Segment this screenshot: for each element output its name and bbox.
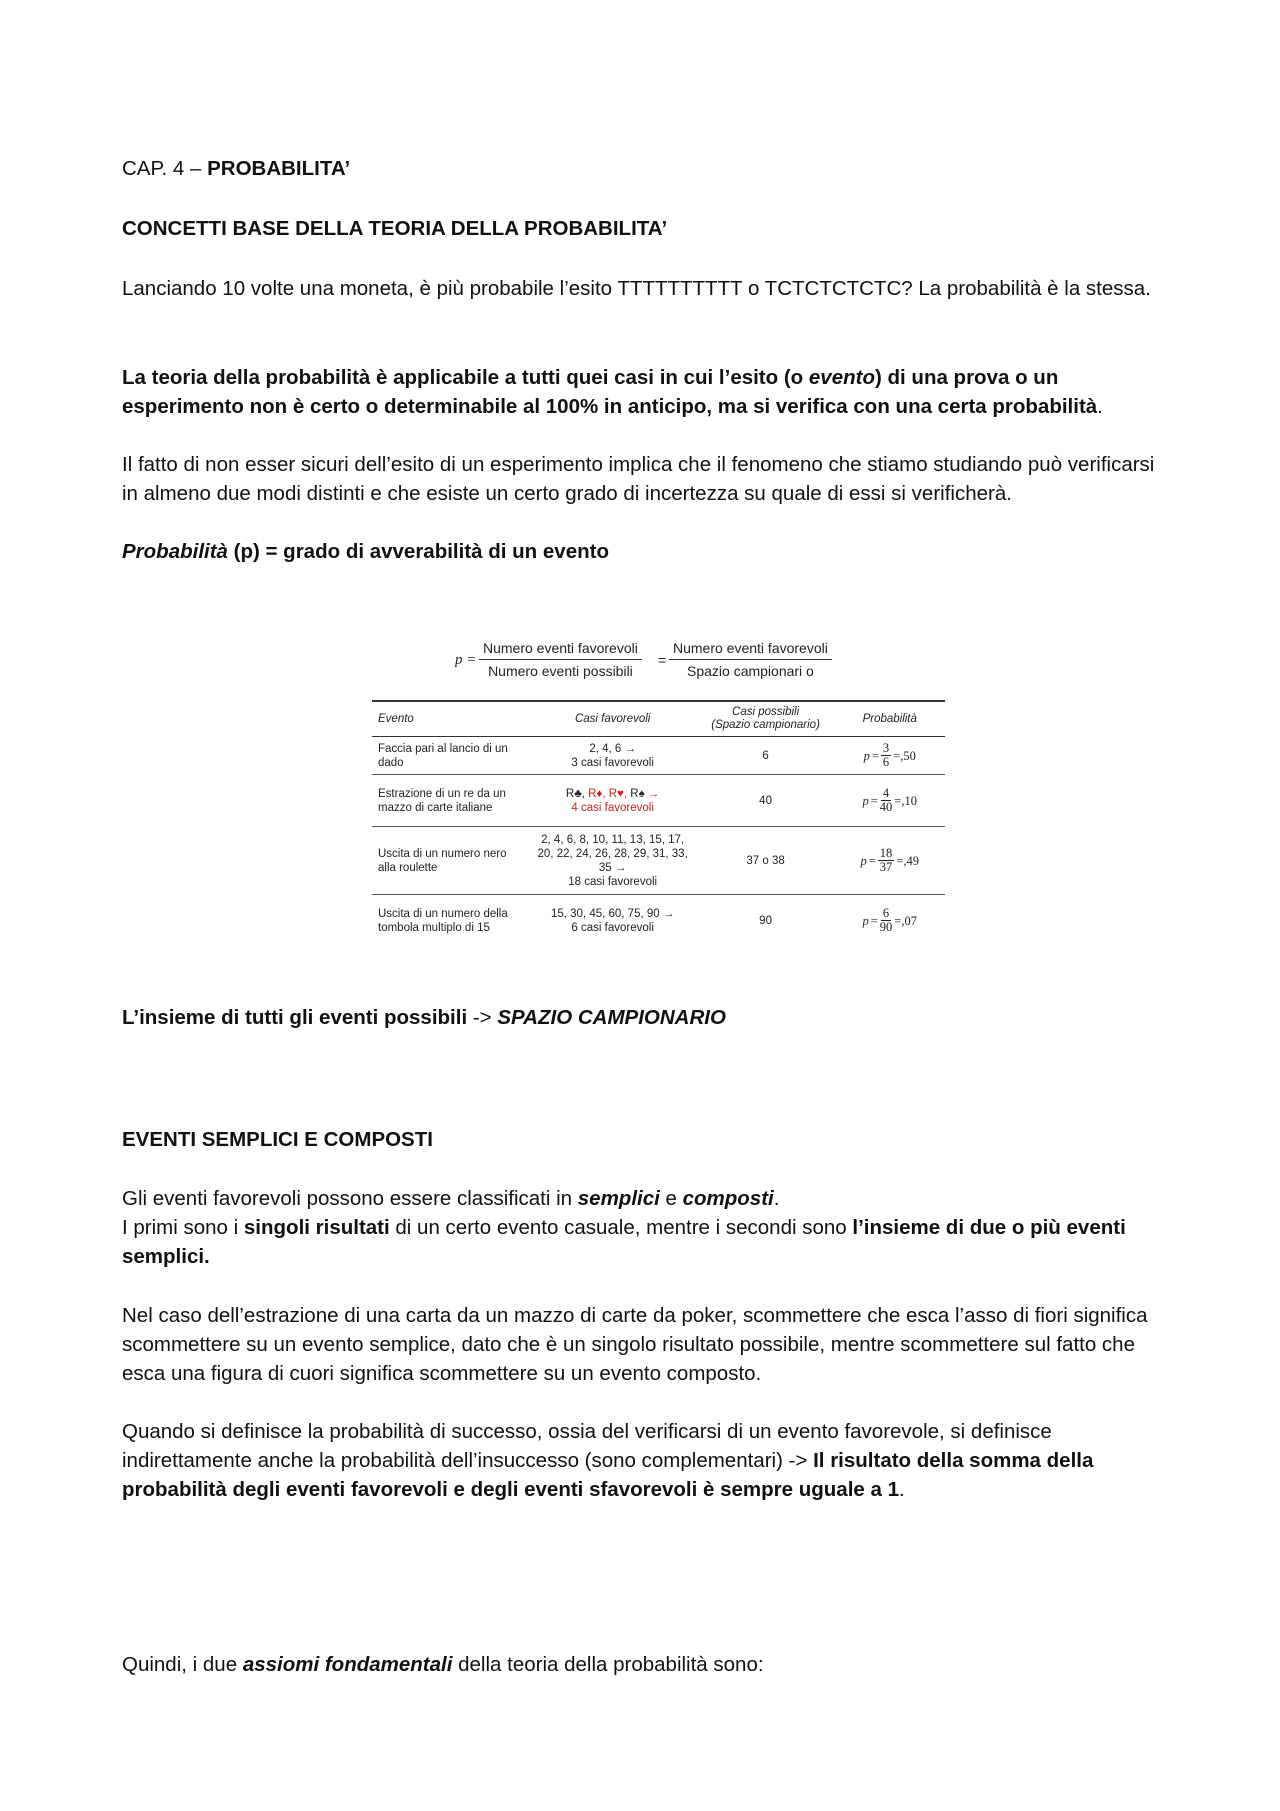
probability-table	[372, 700, 945, 947]
cell-favorevoli: 2, 4, 6 → 3 casi favorevoli	[529, 737, 697, 775]
table-row	[372, 827, 945, 895]
cell-evento: Faccia pari al lancio di un dado	[372, 737, 529, 775]
paragraph-success: Quando si definisce la probabilità di successo, ossia del verificarsi di un evento favorevole, si definisce indirettamente anche la probabilità dell’insuccesso (sono complementari) -> Il risultato della somma della probabilità degli eventi favorevoli e degli eventi sfavorevoli è sempre uguale a 1.	[122, 1420, 1094, 1501]
header-casi-possibili: Casi possibili (Spazio campionario)	[697, 701, 835, 737]
table-header-row	[372, 701, 945, 737]
cell-possibili: 37 o 38	[697, 827, 835, 895]
header-probabilita: Probabilità	[834, 701, 945, 737]
table-row	[372, 895, 945, 947]
cell-probabilita: p = $\frac{18}{37}$ =,49	[834, 827, 945, 895]
formula-p: p =	[455, 652, 477, 668]
sample-space-line: L’insieme di tutti gli eventi possibili -> SPAZIO CAMPIONARIO	[122, 1006, 726, 1029]
formula-fraction-2: Numero eventi favorevoli Spazio campionari o	[669, 640, 832, 679]
paragraph-theory: La teoria della probabilità è applicabile a tutti quei casi in cui l’esito (o evento) di una prova o un esperimento non è certo o determinabile al 100% in anticipo, ma si verifica con una certa probabilità.	[122, 366, 1103, 418]
cell-possibili: 40	[697, 775, 835, 827]
section-title-eventi: EVENTI SEMPLICI E COMPOSTI	[122, 1128, 433, 1151]
section-title-concetti: CONCETTI BASE DELLA TEORIA DELLA PROBABILITA’	[122, 217, 668, 240]
header-evento: Evento	[372, 701, 529, 737]
paragraph-events: Gli eventi favorevoli possono essere classificati in semplici e composti. I primi sono i singoli risultati di un certo evento casuale, mentre i secondi sono l’insieme di due o più eventi semplici.	[122, 1187, 1126, 1268]
cell-possibili: 90	[759, 914, 772, 927]
paragraph-uncertainty: Il fatto di non esser sicuri dell’esito di un esperimento implica che il fenomeno che stiamo studiando può verificarsi in almeno due modi distinti e che esiste un certo grado di incertezza su quale di essi si verificherà.	[122, 453, 1155, 505]
table-row	[372, 737, 945, 775]
header-casi-favorevoli: Casi favorevoli	[529, 701, 697, 737]
chapter-heading: CAP. 4 – PROBABILITA’	[122, 157, 351, 180]
formula-fraction-1: Numero eventi favorevoli Numero eventi possibili	[479, 640, 642, 679]
cell-probabilita: p = $\frac{6}{90}$ =,07	[862, 906, 917, 935]
paragraph-axioms: Quindi, i due assiomi fondamentali della teoria della probabilità sono:	[122, 1653, 764, 1676]
cell-evento: Estrazione di un re da un mazzo di carte italiane	[372, 775, 529, 827]
paragraph-coin: Lanciando 10 volte una moneta, è più probabile l’esito TTTTTTTTTT o TCTCTCTCTC? La probabilità è la stessa.	[122, 277, 1151, 300]
cell-favorevoli: R♣, R♦, R♥, R♠ → 4 casi favorevoli	[529, 775, 697, 827]
cell-evento: Uscita di un numero nero alla roulette	[372, 827, 529, 895]
cell-favorevoli: 15, 30, 45, 60, 75, 90 → 6 casi favorevoli	[550, 907, 675, 934]
cell-probabilita: p = $\frac{4}{40}$ =,10	[834, 775, 945, 827]
cell-evento: Uscita di un numero della tombola multiplo di 15	[378, 907, 508, 934]
cell-possibili: 6	[697, 737, 835, 775]
table-row	[372, 775, 945, 827]
formula-equals: =	[658, 652, 667, 668]
probability-formula	[455, 640, 855, 684]
probability-definition: Probabilità (p) = grado di avverabilità di un evento	[122, 540, 609, 563]
cell-favorevoli: 2, 4, 6, 8, 10, 11, 13, 15, 17, 20, 22, 24, 26, 28, 29, 31, 33, 35 → 18 casi favorevoli	[529, 827, 697, 895]
cell-probabilita: p = $\frac{3}{6}$ =,50	[834, 737, 945, 775]
paragraph-poker: Nel caso dell’estrazione di una carta da un mazzo di carte da poker, scommettere che esca l’asso di fiori significa scommettere su un evento semplice, dato che è un singolo risultato possibile, mentre scommettere sul fatto che esca una figura di cuori significa scommettere su un evento composto.	[122, 1304, 1148, 1385]
